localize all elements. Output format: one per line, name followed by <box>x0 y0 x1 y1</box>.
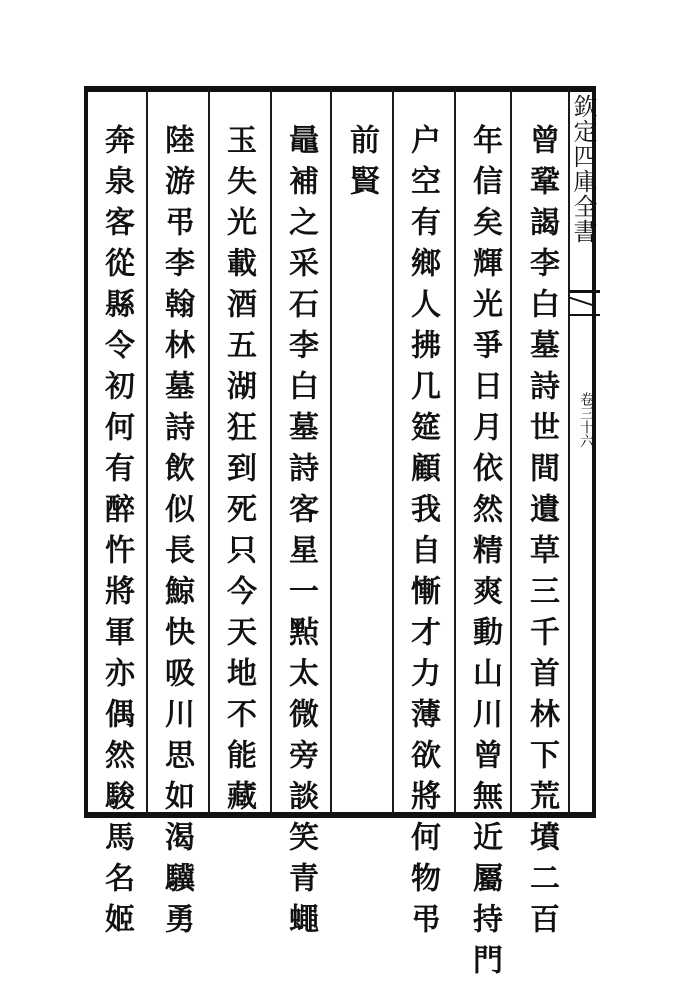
column-rule <box>510 88 512 814</box>
frame-inner-top-rule <box>84 90 596 92</box>
text-column-3: 户空有鄉人拂几筵顧我自慚才力薄欲將何物弔 <box>405 124 440 944</box>
text-column-5: 鼂補之采石李白墓詩客星一㸃太微旁談笑青蠅 <box>283 124 318 944</box>
text-column-2: 年信矣輝光爭日月依然精爽動山川曾無近屬持門 <box>467 124 502 985</box>
text-column-8: 奔泉客從縣令初何有醉忤將軍亦偶然駿馬名姬 <box>99 124 134 944</box>
margin-book-title: 欽定四庫全書 <box>569 94 597 244</box>
text-column-4: 前賢 <box>344 124 379 206</box>
column-rule <box>454 88 456 814</box>
column-rule <box>208 88 210 814</box>
column-rule <box>270 88 272 814</box>
text-column-1: 曾鞏謁李白墓詩世間遺草三千首林下荒墳二百 <box>524 124 559 944</box>
column-rule <box>392 88 394 814</box>
margin-volume-number: 卷三十六 <box>578 392 594 448</box>
text-column-6: 玉失光載酒五湖狂到死只今天地不能藏 <box>221 124 256 821</box>
column-rule <box>330 88 332 814</box>
fishtail-mark <box>570 290 600 316</box>
column-rule <box>146 88 148 814</box>
text-column-7: 陸游弔李翰林墓詩飲似長鯨快吸川思如渴驥勇 <box>159 124 194 944</box>
